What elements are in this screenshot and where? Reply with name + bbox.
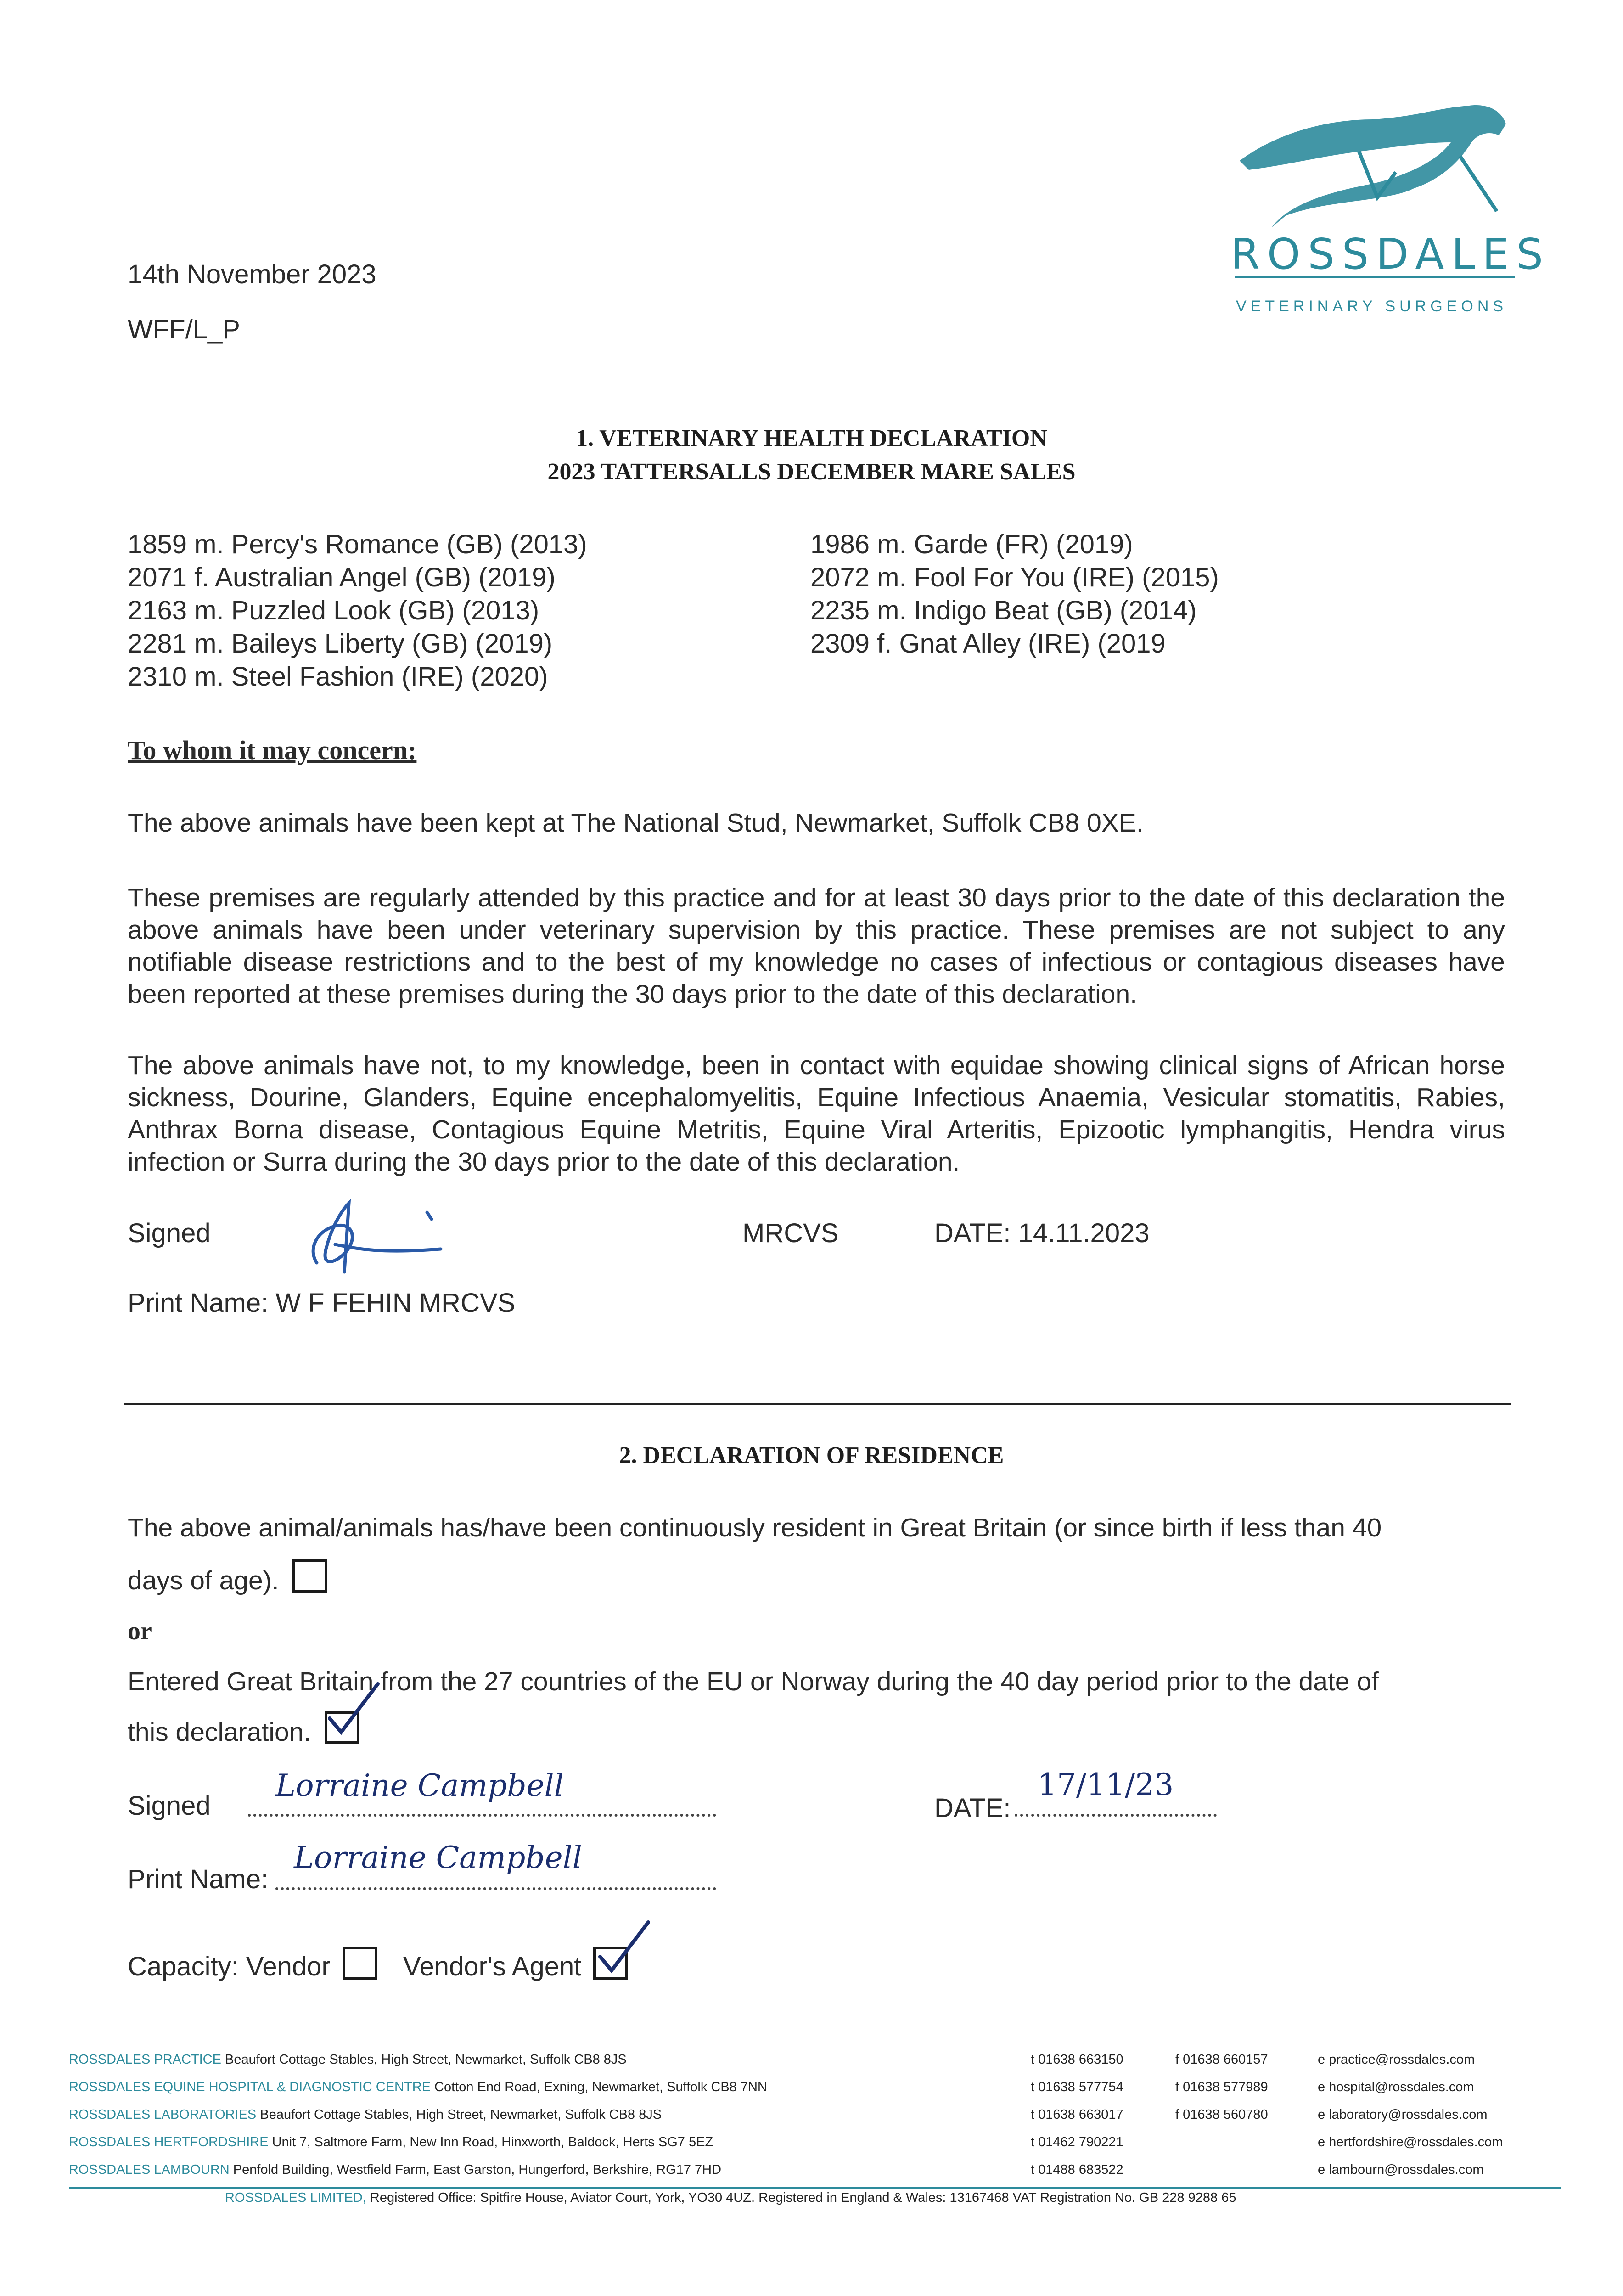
footer-telephone-list [1031,2046,1123,2183]
owner-signature: Lorraine Campbell [275,1768,564,1803]
footer-row [69,2101,767,2128]
logo-tagline: VETERINARY SURGEONS [1236,298,1508,315]
footer-practice-name: ROSSDALES HERTFORDSHIRE [69,2135,269,2150]
footer-rule [69,2187,1561,2189]
animal-entry: 2071 f. Australian Angel (GB) (2019) [128,563,556,592]
logo-divider [1235,276,1515,278]
footer-row [69,2156,767,2183]
vet-print-name: Print Name: W F FEHIN MRCVS [128,1288,516,1318]
animal-list-right [810,528,1219,660]
owner-date-value: 17/11/23 [1038,1767,1174,1802]
footer-phone: t 01638 663017 [1031,2107,1123,2122]
logo-wordmark: ROSSDALES [1230,230,1551,279]
footer-practice-name: ROSSDALES LAMBOURN [69,2162,230,2177]
footer-practice-list [69,2046,767,2183]
vendor-agent-checkbox[interactable] [593,1947,628,1980]
footer-fax: f 01638 577989 [1175,2080,1268,2094]
owner-print-field[interactable] [275,1840,716,1890]
letter-date: 14th November 2023 [128,259,376,289]
owner-signed-label: Signed [128,1791,211,1821]
capacity-vendor-label: Capacity: Vendor [128,1952,331,1981]
owner-date-label: DATE: [934,1793,1011,1823]
footer-email-list [1318,2046,1503,2183]
registered-company-name: ROSSDALES LIMITED, [225,2190,366,2205]
owner-print-value: Lorraine Campbell [294,1840,582,1875]
footer-email-link[interactable]: e practice@rossdales.com [1318,2052,1475,2067]
kept-at-paragraph: The above animals have been kept at The National Stud, Newmarket, Suffolk CB8 0XE. [128,808,1144,838]
footer-phone: t 01638 663150 [1031,2052,1123,2067]
signed-label: Signed [128,1218,211,1248]
footer-email-link[interactable]: e hertfordshire@rossdales.com [1318,2135,1503,2150]
footer-practice-address: Beaufort Cottage Stables, High Street, Newmarket, Suffolk CB8 8JS [260,2107,662,2122]
vendor-checkbox[interactable] [343,1947,377,1980]
footer-phone: t 01638 577754 [1031,2080,1123,2094]
vet-signature [289,1194,464,1286]
footer-email-link[interactable]: e hospital@rossdales.com [1318,2080,1474,2094]
footer-email-link[interactable]: e lambourn@rossdales.com [1318,2162,1484,2177]
footer-registration [225,2190,1236,2206]
footer-row [69,2046,767,2073]
supervision-paragraph: These premises are regularly attended by this practice and for at least 30 days prior to the date of this declaration the above animals have been under veterinary supervision by this practice. These premises are not subject to any notifiable disease restrictions and to the best of my knowledge no cases of infectious or contagious diseases have been reported at these premises during the 30 days prior to the date of this declaration. [128,883,1505,1009]
residence-option1 [128,1564,327,1599]
capacity-row [128,1949,628,1985]
horse-logo-icon [1221,92,1543,243]
residence-option2-line1: Entered Great Britain from the 27 countries of the EU or Norway during the 40 day period prior to the date of [128,1667,1379,1696]
animal-entry: 2281 m. Baileys Liberty (GB) (2019) [128,629,553,658]
section1-title-line2: 2023 TATTERSALLS DECEMBER MARE SALES [547,459,1076,485]
footer-row [69,2128,767,2156]
footer-email-link[interactable]: e laboratory@rossdales.com [1318,2107,1488,2122]
footer-practice-name: ROSSDALES LABORATORIES [69,2107,257,2122]
rossdales-logo [1221,92,1543,243]
section-divider [124,1403,1511,1405]
residence-option2 [128,1715,359,1750]
residence-option2-line2: this declaration. [128,1717,311,1747]
footer-fax-list [1175,2046,1268,2128]
section2-title: 2. DECLARATION OF RESIDENCE [619,1442,1004,1469]
animal-entry: 2163 m. Puzzled Look (GB) (2013) [128,596,539,625]
footer-phone: t 01488 683522 [1031,2162,1123,2177]
capacity-agent-label: Vendor's Agent [403,1952,582,1981]
animal-entry: 2235 m. Indigo Beat (GB) (2014) [810,596,1197,625]
checkmark-icon [323,1682,382,1741]
section1-title-line1: 1. VETERINARY HEALTH DECLARATION [576,425,1047,451]
vet-declaration-date: DATE: 14.11.2023 [934,1218,1150,1248]
footer-fax: f 01638 560780 [1175,2107,1268,2122]
owner-signature-field[interactable] [248,1768,716,1817]
residence-option1-line1: The above animal/animals has/have been continuously resident in Great Britain (or since birth if less than 40 [128,1513,1382,1542]
residence-option1-line2: days of age). [128,1566,279,1595]
animal-entry: 1859 m. Percy's Romance (GB) (2013) [128,529,587,559]
footer-practice-name: ROSSDALES PRACTICE [69,2052,221,2067]
animal-entry: 2310 m. Steel Fashion (IRE) (2020) [128,662,548,692]
footer-practice-address: Cotton End Road, Exning, Newmarket, Suffolk CB8 7NN [434,2080,767,2094]
registered-office-text: Registered Office: Spitfire House, Aviator Court, York, YO30 4UZ. Registered in England & Wales: 13167468 VAT Registration No. GB 228 9288 65 [370,2190,1236,2205]
animal-entry: 2072 m. Fool For You (IRE) (2015) [810,563,1219,592]
owner-print-label: Print Name: [128,1864,269,1894]
footer-fax: f 01638 660157 [1175,2052,1268,2067]
reference-code: WFF/L_P [128,315,240,344]
salutation: To whom it may concern: [128,735,417,765]
animal-entry: 2309 f. Gnat Alley (IRE) (2019 [810,629,1166,658]
footer-practice-address: Beaufort Cottage Stables, High Street, Newmarket, Suffolk CB8 8JS [225,2052,627,2067]
mrcvs-label: MRCVS [742,1218,839,1248]
continuous-residence-checkbox[interactable] [292,1559,327,1593]
footer-practice-name: ROSSDALES EQUINE HOSPITAL & DIAGNOSTIC CENTRE [69,2080,431,2094]
footer-practice-address: Penfold Building, Westfield Farm, East Garston, Hungerford, Berkshire, RG17 7HD [233,2162,722,2177]
footer-row [69,2073,767,2101]
animal-list-left [128,528,587,693]
signature-scribble-icon [289,1194,464,1286]
or-separator: or [128,1617,152,1645]
checkmark-icon [593,1920,653,1980]
animal-entry: 1986 m. Garde (FR) (2019) [810,529,1133,559]
footer-phone: t 01462 790221 [1031,2135,1123,2150]
footer-practice-address: Unit 7, Saltmore Farm, New Inn Road, Hinxworth, Baldock, Herts SG7 5EZ [272,2135,713,2150]
entered-gb-checkbox[interactable] [325,1711,359,1744]
owner-date-field[interactable] [1015,1767,1217,1817]
disease-contact-paragraph: The above animals have not, to my knowledge, been in contact with equidae showing clinical signs of African horse sickness, Dourine, Glanders, Equine encephalomyelitis, Equine Infectious Anaemia, Vesicular stomatitis, Rabies, Anthrax Borna disease, Contagious Equine Metritis, Equine Viral Arteritis, Epizootic lymphangitis, Hendra virus infection or Surra during the 30 days prior to the date of this declaration. [128,1051,1505,1176]
